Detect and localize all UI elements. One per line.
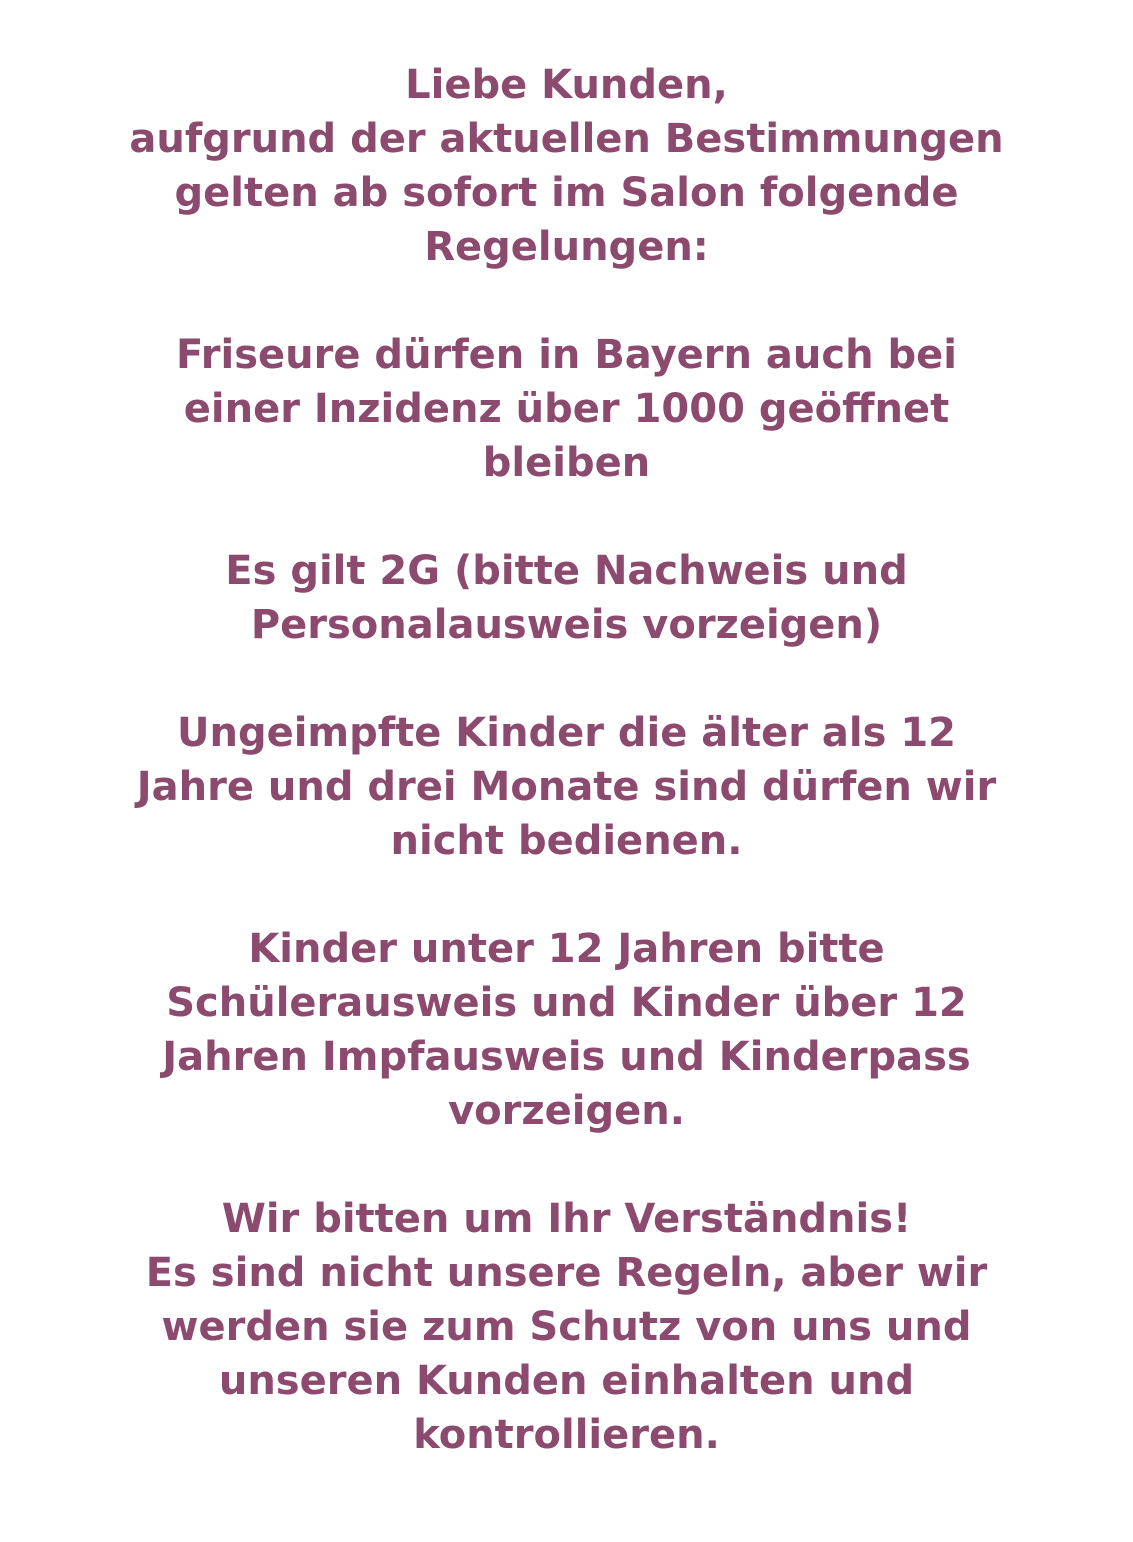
closing-line: Es sind nicht unsere Regeln, aber wir	[145, 1250, 988, 1296]
rule-opening-paragraph	[0, 328, 1133, 490]
salon-notice	[0, 58, 1133, 1462]
rule-2g-paragraph	[0, 544, 1133, 652]
rule-line: Es gilt 2G (bitte Nachweis und	[225, 548, 908, 594]
rule-line: Jahre und drei Monate sind dürfen wir	[136, 764, 997, 810]
closing-line: unseren Kunden einhalten und	[218, 1358, 915, 1404]
closing-line: kontrollieren.	[413, 1412, 720, 1458]
closing-paragraph	[0, 1192, 1133, 1462]
rule-line: Jahren Impfausweis und Kinderpass	[162, 1034, 971, 1080]
rule-line: vorzeigen.	[448, 1088, 685, 1134]
intro-line: gelten ab sofort im Salon folgende	[174, 170, 959, 216]
closing-line: werden sie zum Schutz von uns und	[161, 1304, 972, 1350]
rule-line: einer Inzidenz über 1000 geöffnet	[183, 386, 950, 432]
rule-line: Personalausweis vorzeigen)	[250, 602, 883, 648]
rule-line: bleiben	[482, 440, 651, 486]
intro-line: Regelungen:	[424, 224, 709, 270]
rule-children-documents-paragraph	[0, 922, 1133, 1138]
closing-line: Wir bitten um Ihr Verständnis!	[221, 1196, 912, 1242]
intro-line: aufgrund der aktuellen Bestimmungen	[129, 116, 1004, 162]
rule-line: Friseure dürfen in Bayern auch bei	[176, 332, 957, 378]
rule-line: nicht bedienen.	[390, 818, 743, 864]
intro-paragraph	[0, 58, 1133, 274]
rule-unvaccinated-children-paragraph	[0, 706, 1133, 868]
greeting-line: Liebe Kunden,	[405, 62, 728, 108]
rule-line: Ungeimpfte Kinder die älter als 12	[176, 710, 957, 756]
rule-line: Kinder unter 12 Jahren bitte	[248, 926, 885, 972]
rule-line: Schülerausweis und Kinder über 12	[166, 980, 967, 1026]
